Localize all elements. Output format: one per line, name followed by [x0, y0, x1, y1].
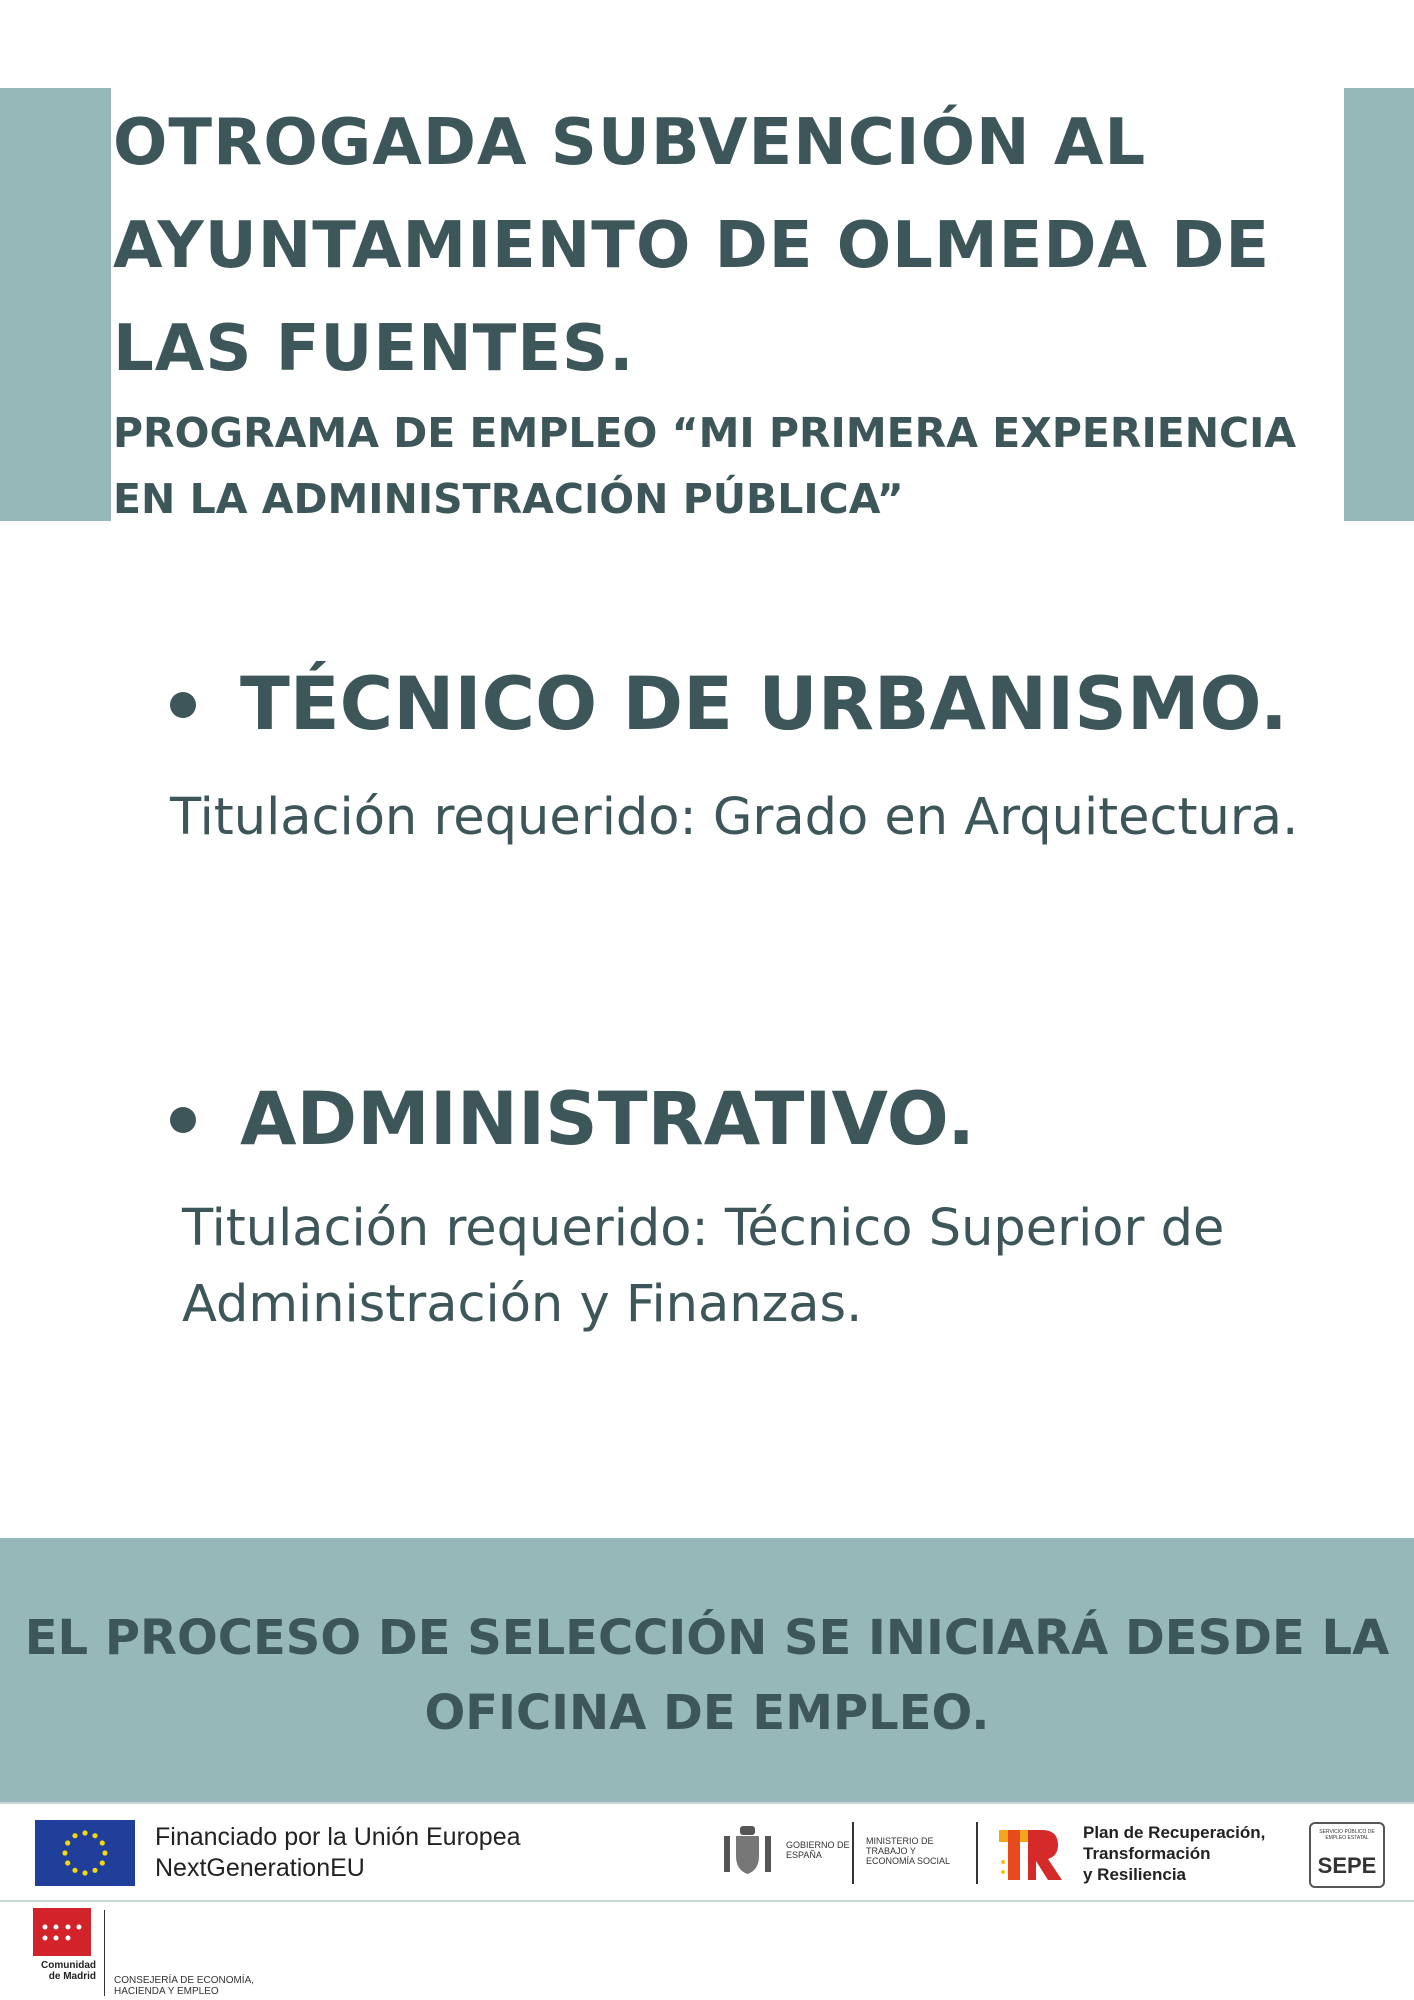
gobierno-text: GOBIERNO DE ESPAÑA: [786, 1840, 850, 1860]
bullet-icon: [170, 692, 196, 718]
eu-line: NextGenerationEU: [155, 1854, 365, 1882]
job-requirement: Titulación requerido: Técnico Superior de Administración y Finanzas.: [182, 1199, 1225, 1334]
spain-coat-of-arms-icon: [720, 1822, 775, 1882]
consejeria-line: CONSEJERÍA DE ECONOMÍA,: [114, 1975, 255, 1986]
recovery-plan-text: [1083, 1822, 1265, 1885]
footer-band: [0, 1538, 1414, 1802]
sepe-text: SEPE: [1317, 1853, 1377, 1878]
footer-text: EL PROCESO DE SELECCIÓN SE INICIARÁ DESDE LA OFICINA DE EMPLEO.: [24, 1610, 1390, 1741]
consejeria-line: HACIENDA Y EMPLEO: [114, 1986, 219, 1997]
left-accent-bar: [0, 88, 111, 521]
sepe-small-text: SERVICIO PÚBLICO DE EMPLEO ESTATAL: [1319, 1829, 1375, 1841]
right-accent-bar: [1344, 88, 1414, 521]
madrid-line: Comunidad: [41, 1960, 96, 1971]
plan-line: Plan de Recuperación,: [1083, 1823, 1266, 1842]
madrid-line: de Madrid: [48, 1971, 96, 1982]
job-requirement: Titulación requerido: Grado en Arquitectura.: [170, 788, 1299, 847]
page-title: OTROGADA SUBVENCIÓN AL AYUNTAMIENTO DE OLMEDA DE LAS FUENTES.: [113, 106, 1271, 386]
job-item: [170, 660, 1320, 856]
logo-divider: [976, 1822, 978, 1884]
funding-logos-strip: [0, 1802, 1414, 1902]
madrid-stars-icon: [33, 1908, 91, 1956]
job-title: ADMINISTRATIVO.: [240, 1077, 975, 1162]
page-subtitle: PROGRAMA DE EMPLEO “MI PRIMERA EXPERIENCIA EN LA ADMINISTRACIÓN PÚBLICA”: [113, 409, 1297, 523]
logo-divider: [852, 1822, 854, 1884]
ministerio-text: MINISTERIO DE TRABAJO Y ECONOMÍA SOCIAL: [866, 1836, 951, 1866]
plan-line: Transformación: [1083, 1844, 1211, 1863]
bullet-icon: [170, 1107, 196, 1133]
recovery-plan-logo-icon: [995, 1822, 1065, 1884]
sepe-logo: [1309, 1822, 1385, 1888]
madrid-text: [28, 1960, 96, 1982]
eu-funding-text: [155, 1822, 521, 1884]
job-item: [170, 1075, 1320, 1343]
eu-flag-icon: [35, 1820, 135, 1886]
logo-divider: [104, 1910, 105, 1996]
eu-line: Financiado por la Unión Europea: [155, 1823, 521, 1851]
plan-line: y Resiliencia: [1083, 1865, 1187, 1884]
consejeria-text: [114, 1975, 254, 1997]
job-title: TÉCNICO DE URBANISMO.: [240, 662, 1288, 747]
